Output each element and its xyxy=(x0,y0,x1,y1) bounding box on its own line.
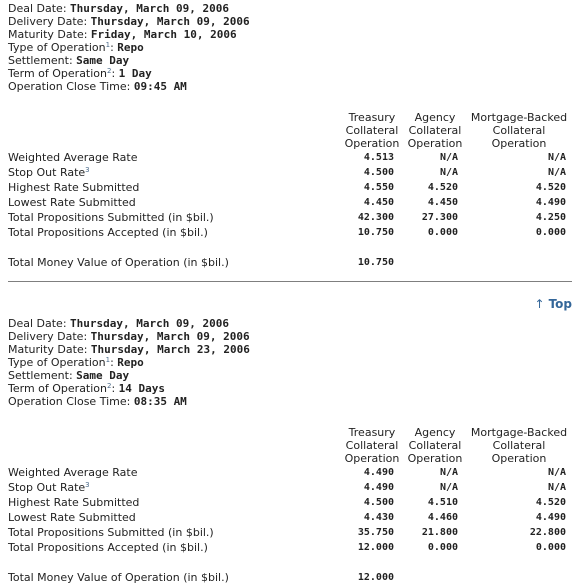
mbs-value: 4.490 xyxy=(535,197,566,208)
close-time-line xyxy=(8,395,572,408)
mbs-value: 0.000 xyxy=(535,227,566,238)
row-label: Total Money Value of Operation (in $bil.) xyxy=(8,571,229,584)
row-stop-out-rate xyxy=(8,480,572,495)
row-weighted-average-rate xyxy=(8,465,572,480)
term-value: 1 Day xyxy=(118,67,152,80)
footnote-3-link[interactable]: 3 xyxy=(85,166,90,174)
maturity-date-value: Friday, March 10, 2006 xyxy=(90,28,237,41)
col-head-agency-line-3: Operation xyxy=(407,137,463,150)
col-head-treasury-line-2: Collateral xyxy=(345,124,399,137)
term-label: Term of Operation xyxy=(8,67,107,80)
treasury-value: 10.750 xyxy=(357,227,394,238)
mbs-value: N/A xyxy=(547,467,566,478)
treasury-value: 4.430 xyxy=(363,512,394,523)
agency-value: N/A xyxy=(439,482,458,493)
maturity-date-line xyxy=(8,28,572,41)
deal-date-label: Deal Date: xyxy=(8,2,71,15)
type-value: Repo xyxy=(117,41,144,54)
stop-out-label-text: Stop Out Rate xyxy=(8,166,86,179)
row-label: Highest Rate Submitted xyxy=(8,496,140,509)
close-time-value: 09:45 AM xyxy=(133,80,187,93)
settlement-value: Same Day xyxy=(76,54,130,67)
deal-date-value: Thursday, March 09, 2006 xyxy=(70,317,229,330)
agency-value: 4.450 xyxy=(427,197,458,208)
row-total-accepted xyxy=(8,225,572,240)
treasury-value: 4.500 xyxy=(363,167,394,178)
footnote-1-link[interactable]: 1 xyxy=(105,41,111,49)
row-label: Weighted Average Rate xyxy=(8,466,138,479)
row-total-money-value xyxy=(8,255,572,270)
row-label xyxy=(8,165,90,180)
close-time-value: 08:35 AM xyxy=(133,395,187,408)
col-head-mbs-line-2: Collateral xyxy=(492,439,546,452)
row-label: Weighted Average Rate xyxy=(8,151,138,164)
delivery-date-label: Delivery Date: xyxy=(8,15,91,28)
row-total-submitted xyxy=(8,210,572,225)
deal-date-value: Thursday, March 09, 2006 xyxy=(70,2,229,15)
agency-value: 4.460 xyxy=(427,512,458,523)
agency-value: N/A xyxy=(439,152,458,163)
col-head-mbs-line-2: Collateral xyxy=(492,124,546,137)
footnote-3-link[interactable]: 3 xyxy=(85,481,90,489)
agency-value: 0.000 xyxy=(427,227,458,238)
section-divider xyxy=(8,281,572,282)
deal-date-line xyxy=(8,317,572,330)
operation-1-results-table xyxy=(8,111,572,276)
row-label: Total Propositions Submitted (in $bil.) xyxy=(8,526,214,539)
term-value: 14 Days xyxy=(118,382,166,395)
back-to-top-link[interactable] xyxy=(535,297,573,311)
row-total-submitted xyxy=(8,525,572,540)
operation-2-results-table xyxy=(8,426,572,586)
agency-value: N/A xyxy=(439,467,458,478)
treasury-value: 42.300 xyxy=(357,212,394,223)
treasury-value: 4.450 xyxy=(363,197,394,208)
row-stop-out-rate xyxy=(8,165,572,180)
back-to-top-label: Top xyxy=(548,297,572,311)
col-head-agency xyxy=(406,111,464,150)
delivery-date-label: Delivery Date: xyxy=(8,330,91,343)
treasury-value: 12.000 xyxy=(357,542,394,553)
col-head-treasury-line-3: Operation xyxy=(344,137,400,150)
arrow-up-icon: ↑ xyxy=(534,297,545,311)
col-head-mbs-line-1: Mortgage-Backed xyxy=(470,426,568,439)
close-time-label: Operation Close Time: xyxy=(8,80,134,93)
term-colon: : xyxy=(111,382,119,395)
row-label xyxy=(8,480,90,495)
mbs-value: 4.250 xyxy=(535,212,566,223)
mbs-value: 4.520 xyxy=(535,497,566,508)
settlement-label: Settlement: xyxy=(8,54,77,67)
mbs-value: 0.000 xyxy=(535,542,566,553)
mbs-value: 4.490 xyxy=(535,512,566,523)
row-label: Total Propositions Accepted (in $bil.) xyxy=(8,226,208,239)
row-label: Total Propositions Submitted (in $bil.) xyxy=(8,211,214,224)
treasury-value: 35.750 xyxy=(357,527,394,538)
delivery-date-value: Thursday, March 09, 2006 xyxy=(90,330,250,343)
col-head-treasury-line-1: Treasury xyxy=(348,111,396,124)
col-head-treasury-line-3: Operation xyxy=(344,452,400,465)
settlement-line xyxy=(8,369,572,382)
col-head-agency-line-2: Collateral xyxy=(408,439,462,452)
term-line xyxy=(8,67,572,80)
term-colon: : xyxy=(111,67,119,80)
treasury-value: 4.550 xyxy=(363,182,394,193)
maturity-date-value: Thursday, March 23, 2006 xyxy=(90,343,250,356)
row-label: Total Propositions Accepted (in $bil.) xyxy=(8,541,208,554)
term-line xyxy=(8,382,572,395)
col-head-agency-line-3: Operation xyxy=(407,452,463,465)
type-value: Repo xyxy=(117,356,144,369)
col-head-mbs-line-3: Operation xyxy=(491,452,547,465)
treasury-value: 10.750 xyxy=(357,257,394,268)
row-total-money-value xyxy=(8,570,572,585)
footnote-2-link[interactable]: 2 xyxy=(107,67,112,75)
treasury-value: 4.500 xyxy=(363,497,394,508)
col-head-agency-line-1: Agency xyxy=(414,426,456,439)
type-colon: : xyxy=(110,41,118,54)
col-head-mbs xyxy=(466,111,572,150)
treasury-value: 4.490 xyxy=(363,467,394,478)
row-label: Total Money Value of Operation (in $bil.) xyxy=(8,256,229,269)
mbs-value: 4.520 xyxy=(535,182,566,193)
col-head-mbs-line-1: Mortgage-Backed xyxy=(470,111,568,124)
row-highest-rate xyxy=(8,495,572,510)
stop-out-label-text: Stop Out Rate xyxy=(8,481,86,494)
row-label: Lowest Rate Submitted xyxy=(8,511,136,524)
row-label: Lowest Rate Submitted xyxy=(8,196,136,209)
col-head-treasury-line-2: Collateral xyxy=(345,439,399,452)
footnote-1-link[interactable]: 1 xyxy=(105,356,111,364)
agency-value: 4.510 xyxy=(427,497,458,508)
mbs-value: N/A xyxy=(547,167,566,178)
col-head-agency-line-2: Collateral xyxy=(408,124,462,137)
treasury-value: 12.000 xyxy=(357,572,394,583)
delivery-date-value: Thursday, March 09, 2006 xyxy=(90,15,250,28)
type-label: Type of Operation xyxy=(8,356,106,369)
treasury-value: 4.490 xyxy=(363,482,394,493)
delivery-date-line xyxy=(8,15,572,28)
deal-date-line xyxy=(8,2,572,15)
type-label: Type of Operation xyxy=(8,41,106,54)
settlement-label: Settlement: xyxy=(8,369,77,382)
agency-value: 21.800 xyxy=(421,527,458,538)
col-head-treasury-line-1: Treasury xyxy=(348,426,396,439)
delivery-date-line xyxy=(8,330,572,343)
operation-2-header xyxy=(8,317,572,408)
maturity-date-label: Maturity Date: xyxy=(8,28,91,41)
type-colon: : xyxy=(110,356,118,369)
settlement-line xyxy=(8,54,572,67)
row-label: Highest Rate Submitted xyxy=(8,181,140,194)
row-lowest-rate xyxy=(8,195,572,210)
col-head-mbs-line-3: Operation xyxy=(491,137,547,150)
agency-value: N/A xyxy=(439,167,458,178)
row-highest-rate xyxy=(8,180,572,195)
settlement-value: Same Day xyxy=(76,369,130,382)
agency-value: 0.000 xyxy=(427,542,458,553)
operation-1-header xyxy=(8,2,572,93)
mbs-value: N/A xyxy=(547,152,566,163)
footnote-2-link[interactable]: 2 xyxy=(107,382,112,390)
mbs-value: 22.800 xyxy=(529,527,566,538)
type-line xyxy=(8,41,572,54)
col-head-treasury xyxy=(344,111,400,150)
row-lowest-rate xyxy=(8,510,572,525)
col-head-treasury xyxy=(344,426,400,465)
col-head-mbs xyxy=(466,426,572,465)
type-line xyxy=(8,356,572,369)
row-total-accepted xyxy=(8,540,572,555)
mbs-value: N/A xyxy=(547,482,566,493)
close-time-line xyxy=(8,80,572,93)
close-time-label: Operation Close Time: xyxy=(8,395,134,408)
row-weighted-average-rate xyxy=(8,150,572,165)
agency-value: 4.520 xyxy=(427,182,458,193)
treasury-value: 4.513 xyxy=(363,152,394,163)
term-label: Term of Operation xyxy=(8,382,107,395)
col-head-agency xyxy=(406,426,464,465)
deal-date-label: Deal Date: xyxy=(8,317,71,330)
agency-value: 27.300 xyxy=(421,212,458,223)
maturity-date-line xyxy=(8,343,572,356)
col-head-agency-line-1: Agency xyxy=(414,111,456,124)
maturity-date-label: Maturity Date: xyxy=(8,343,91,356)
